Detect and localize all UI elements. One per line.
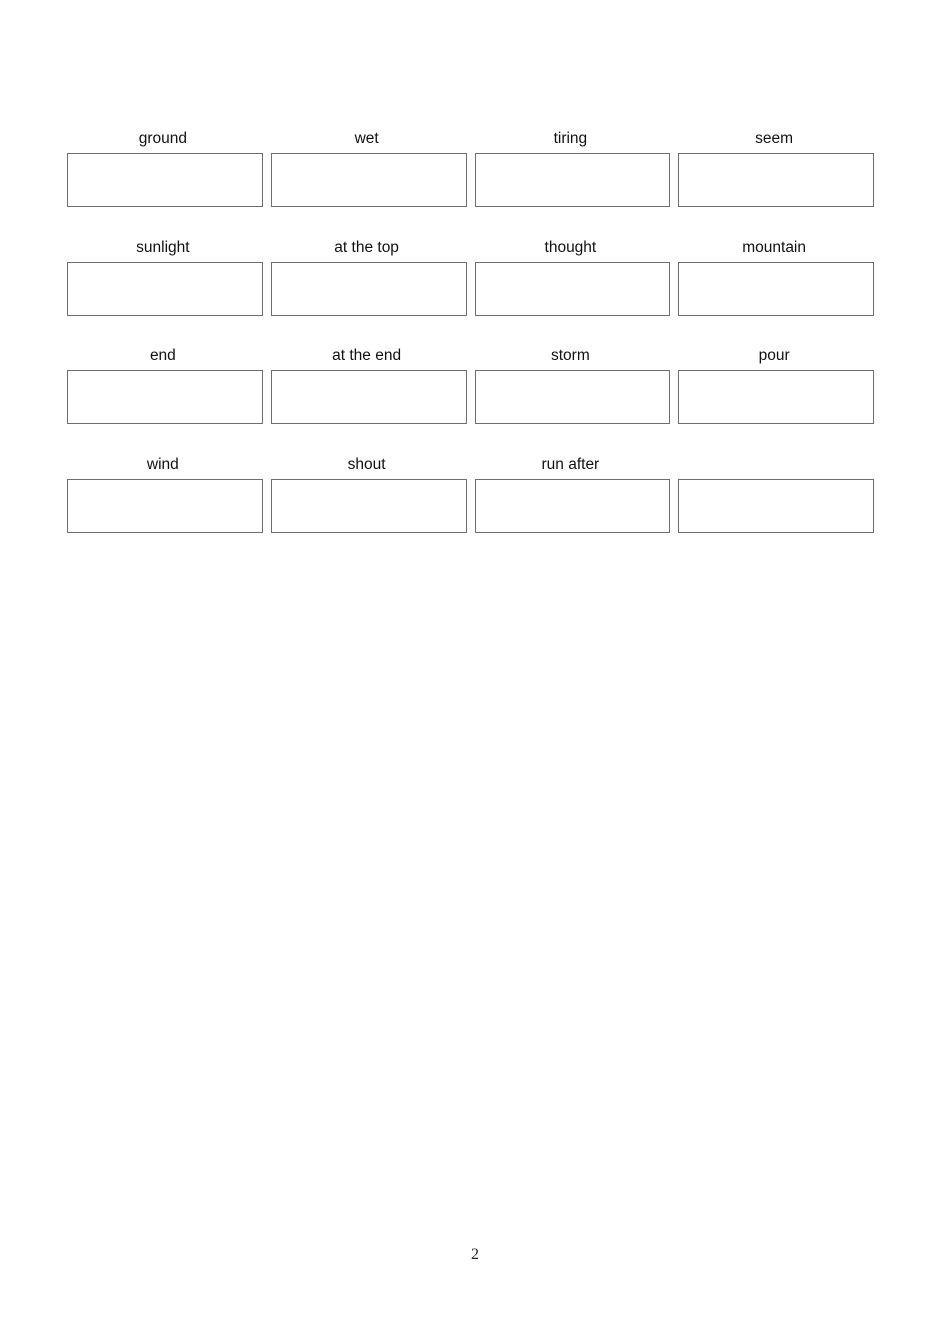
answer-box[interactable] — [271, 479, 467, 533]
vocabulary-word: wind — [146, 455, 179, 473]
vocabulary-cell — [678, 128, 874, 210]
vocabulary-cell — [678, 345, 874, 427]
vocabulary-cell — [475, 454, 671, 536]
vocabulary-cell — [67, 128, 263, 210]
vocabulary-cell — [678, 454, 874, 536]
page-number: 2 — [471, 1246, 479, 1263]
vocabulary-row — [67, 345, 874, 427]
answer-box[interactable] — [475, 153, 671, 207]
vocabulary-row — [67, 454, 874, 536]
answer-box[interactable] — [67, 262, 263, 316]
answer-box[interactable] — [678, 153, 874, 207]
vocabulary-word: at the top — [334, 238, 399, 256]
answer-box[interactable] — [271, 370, 467, 424]
vocabulary-cell — [67, 345, 263, 427]
vocabulary-word: shout — [347, 455, 386, 473]
vocabulary-cell — [271, 237, 467, 319]
vocabulary-word — [678, 454, 874, 479]
vocabulary-cell — [475, 237, 671, 319]
answer-box[interactable] — [271, 153, 467, 207]
vocabulary-word: ground — [138, 130, 187, 147]
vocabulary-word: wet — [354, 130, 379, 147]
vocabulary-word: run after — [541, 455, 600, 473]
vocabulary-cell — [678, 237, 874, 319]
answer-box[interactable] — [475, 370, 671, 424]
answer-box[interactable] — [678, 370, 874, 424]
answer-box[interactable] — [475, 262, 671, 316]
vocabulary-word: pour — [758, 347, 790, 364]
vocabulary-word: tiring — [553, 130, 588, 147]
vocabulary-grid — [67, 128, 874, 562]
vocabulary-word: storm — [551, 347, 590, 364]
vocabulary-cell — [271, 345, 467, 427]
answer-box[interactable] — [678, 262, 874, 316]
vocabulary-word: thought — [544, 238, 597, 256]
answer-box[interactable] — [475, 479, 671, 533]
vocabulary-word: sunlight — [136, 238, 190, 256]
answer-box[interactable] — [67, 153, 263, 207]
vocabulary-cell — [475, 345, 671, 427]
vocabulary-row — [67, 128, 874, 210]
answer-box[interactable] — [271, 262, 467, 316]
answer-box[interactable] — [678, 479, 874, 533]
vocabulary-word: seem — [755, 130, 794, 147]
vocabulary-row — [67, 237, 874, 319]
answer-box[interactable] — [67, 370, 263, 424]
vocabulary-cell — [271, 128, 467, 210]
vocabulary-cell — [67, 454, 263, 536]
vocabulary-cell — [475, 128, 671, 210]
vocabulary-cell — [271, 454, 467, 536]
vocabulary-word: end — [149, 347, 176, 364]
vocabulary-word: mountain — [742, 238, 806, 256]
vocabulary-word: at the end — [332, 347, 402, 364]
vocabulary-cell — [67, 237, 263, 319]
answer-box[interactable] — [67, 479, 263, 533]
